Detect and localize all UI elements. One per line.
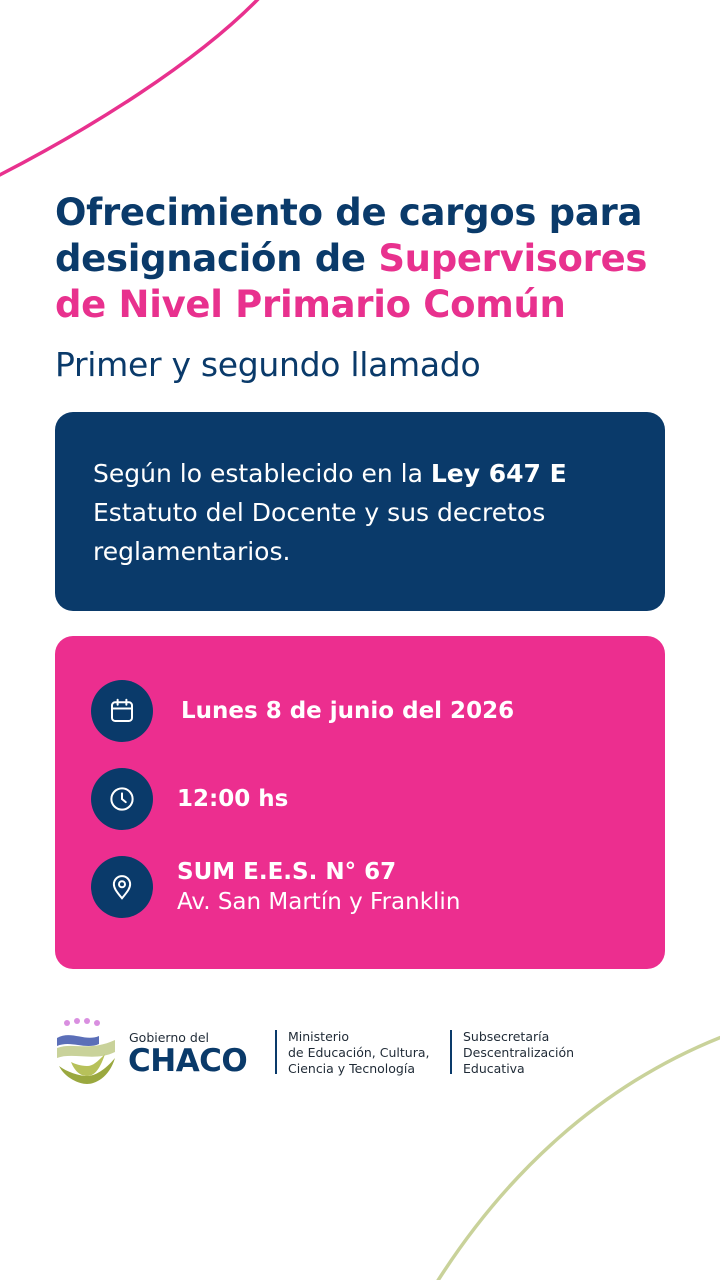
subsecretary-label bbox=[463, 1029, 574, 1077]
time-text bbox=[177, 784, 288, 814]
location-pin-icon bbox=[91, 856, 153, 918]
page-subtitle: Primer y segundo llamado bbox=[55, 345, 481, 384]
footer-divider-2 bbox=[450, 1030, 452, 1074]
footer-divider-1 bbox=[275, 1030, 277, 1074]
title-line-2-accent: Supervisores bbox=[378, 237, 648, 280]
date-row bbox=[91, 680, 514, 742]
title-line-1: Ofrecimiento de cargos para bbox=[55, 191, 643, 234]
ministry-line-2: de Educación, Cultura, bbox=[288, 1045, 430, 1060]
gov-big-label: CHACO bbox=[128, 1043, 248, 1079]
subsecretary-line-2: Descentralización bbox=[463, 1045, 575, 1060]
legal-line-3: reglamentarios. bbox=[93, 537, 291, 566]
place-name: SUM E.E.S. N° 67 bbox=[177, 859, 397, 885]
ministry-label bbox=[288, 1029, 429, 1077]
legal-intro: Según lo establecido en la bbox=[93, 459, 431, 488]
subsecretary-line-3: Educativa bbox=[463, 1061, 525, 1076]
date-value: Lunes 8 de junio del 2026 bbox=[181, 698, 515, 724]
subsecretary-line-1: Subsecretaría bbox=[463, 1029, 550, 1044]
place-text bbox=[177, 857, 460, 917]
legal-law: Ley 647 E bbox=[430, 459, 567, 488]
chaco-logo-icon bbox=[55, 1018, 119, 1086]
time-value: 12:00 hs bbox=[177, 786, 289, 812]
title-line-3: de Nivel Primario Común bbox=[55, 283, 566, 326]
footer-logos bbox=[55, 1018, 655, 1090]
place-address: Av. San Martín y Franklin bbox=[177, 889, 461, 915]
ministry-line-1: Ministerio bbox=[288, 1029, 350, 1044]
gov-small-label: Gobierno del bbox=[129, 1030, 209, 1045]
page-title bbox=[55, 190, 675, 328]
title-line-2-prefix: designación de bbox=[55, 237, 379, 280]
clock-icon bbox=[91, 768, 153, 830]
place-row bbox=[91, 856, 460, 918]
legal-line-2: Estatuto del Docente y sus decretos bbox=[93, 498, 546, 527]
date-text bbox=[181, 696, 514, 726]
calendar-icon bbox=[91, 680, 153, 742]
time-row bbox=[91, 768, 288, 830]
legal-card bbox=[55, 412, 665, 611]
pink-curve bbox=[0, 0, 262, 185]
legal-text bbox=[93, 454, 627, 571]
ministry-line-3: Ciencia y Tecnología bbox=[288, 1061, 415, 1076]
details-card bbox=[55, 636, 665, 969]
